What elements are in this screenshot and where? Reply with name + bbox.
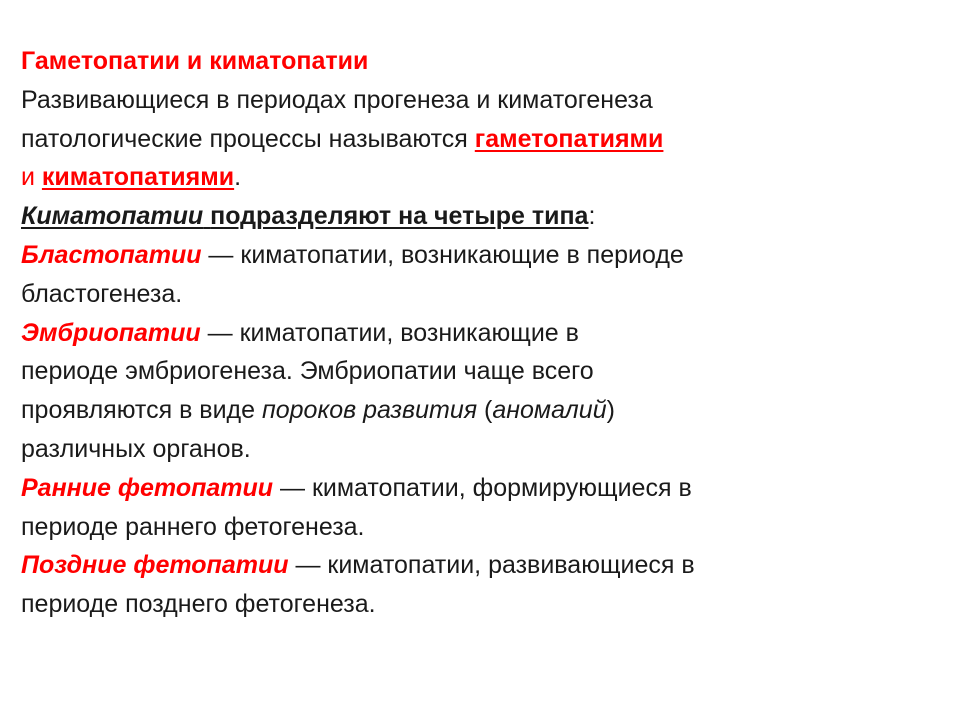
intro-line-1: Развивающиеся в периодах прогенеза и киматогенеза bbox=[21, 85, 653, 114]
embryopathies-line-3-start: проявляются в виде bbox=[21, 396, 262, 425]
term-anomalies: аномалий bbox=[492, 396, 607, 425]
blastopathies-line-1 bbox=[21, 236, 941, 275]
paren-open: ( bbox=[477, 396, 493, 425]
intro-line-2 bbox=[21, 120, 941, 159]
term-early-fetopathies: Ранние фетопатии bbox=[21, 473, 274, 502]
term-kymatopathies: киматопатиями bbox=[41, 163, 235, 192]
embryopathies-line-2: периоде эмбриогенеза. Эмбриопатии чаще всего bbox=[21, 357, 594, 386]
types-heading bbox=[21, 197, 941, 236]
slide-title: Гаметопатии и киматопатии bbox=[21, 47, 369, 75]
embryopathies-line-4: различных органов. bbox=[21, 434, 251, 463]
embryopathies-line-1 bbox=[21, 314, 941, 353]
term-blastopathies: Бластопатии bbox=[21, 240, 202, 269]
early-fetopathies-line-1 bbox=[21, 469, 941, 508]
term-gametopathies: гаметопатиями bbox=[474, 124, 664, 153]
embryopathies-line-3 bbox=[21, 391, 941, 430]
intro-line-3 bbox=[21, 158, 941, 197]
term-late-fetopathies: Поздние фетопатии bbox=[21, 551, 289, 580]
slide-body bbox=[21, 42, 941, 624]
intro-line-2-text: патологические процессы называются bbox=[21, 124, 475, 153]
types-heading-rest: подразделяют на четыре типа bbox=[210, 202, 589, 231]
late-fetopathies-line-2: периоде позднего фетогенеза. bbox=[21, 590, 376, 619]
types-heading-term: Киматопатии bbox=[21, 202, 204, 231]
intro-period: . bbox=[234, 163, 242, 192]
types-heading-colon: : bbox=[588, 202, 596, 231]
blastopathies-definition: — киматопатии, возникающие в периоде bbox=[201, 240, 684, 269]
term-malformations: пороков развития bbox=[261, 396, 478, 425]
blastopathies-line-2: бластогенеза. bbox=[21, 279, 183, 308]
early-fetopathies-line-2: периоде раннего фетогенеза. bbox=[21, 512, 365, 541]
paren-close: ) bbox=[606, 396, 615, 425]
term-embryopathies: Эмбриопатии bbox=[21, 318, 201, 347]
intro-and: и bbox=[21, 163, 42, 192]
early-fetopathies-definition: — киматопатии, формирующиеся в bbox=[273, 473, 692, 502]
late-fetopathies-definition: — киматопатии, развивающиеся в bbox=[288, 551, 695, 580]
embryopathies-definition: — киматопатии, возникающие в bbox=[200, 318, 579, 347]
late-fetopathies-line-1 bbox=[21, 546, 941, 585]
